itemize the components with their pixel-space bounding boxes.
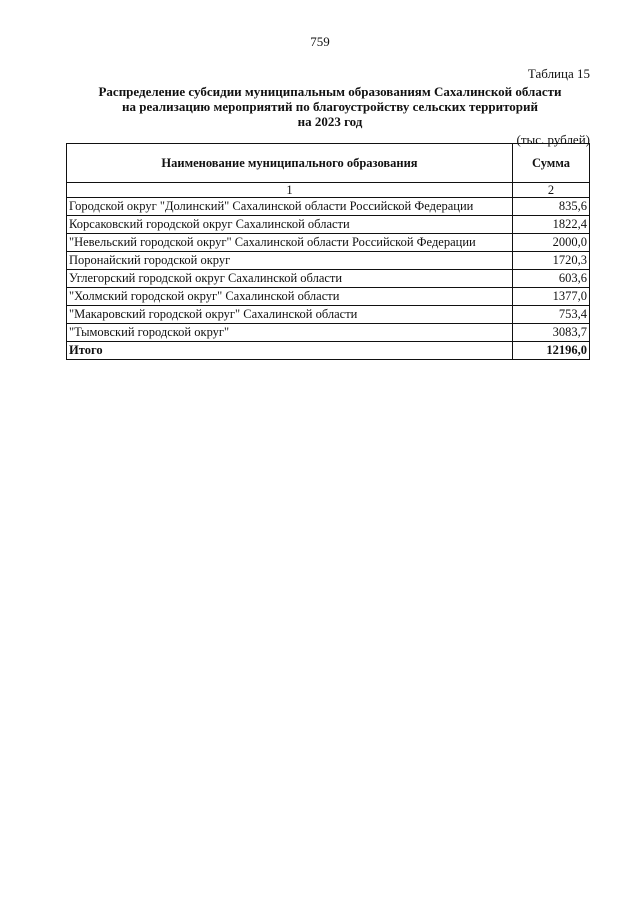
column-number-1: 1 xyxy=(67,183,513,198)
total-label: Итого xyxy=(67,342,513,360)
title-line-1: Распределение субсидии муниципальным образованиям Сахалинской области xyxy=(98,84,562,99)
table-row xyxy=(67,198,590,216)
total-sum: 12196,0 xyxy=(513,342,590,360)
page-number: 759 xyxy=(310,34,330,49)
table-row xyxy=(67,324,590,342)
row-sum: 753,4 xyxy=(513,306,590,324)
row-name: "Макаровский городской округ" Сахалинской области xyxy=(67,306,513,324)
row-name: Углегорский городской округ Сахалинской области xyxy=(67,270,513,288)
column-number-row xyxy=(67,183,590,198)
row-sum: 1720,3 xyxy=(513,252,590,270)
document-title xyxy=(90,84,570,129)
row-name: Корсаковский городской округ Сахалинской области xyxy=(67,216,513,234)
table-row xyxy=(67,288,590,306)
row-sum: 3083,7 xyxy=(513,324,590,342)
table-row xyxy=(67,270,590,288)
row-name: "Тымовский городской округ" xyxy=(67,324,513,342)
column-number-2: 2 xyxy=(513,183,590,198)
title-line-2: на реализацию мероприятий по благоустройству сельских территорий xyxy=(121,99,539,114)
units-label: (тыс. рублей) xyxy=(516,132,590,147)
row-sum: 1377,0 xyxy=(513,288,590,306)
row-name: "Холмский городской округ" Сахалинской области xyxy=(67,288,513,306)
row-sum: 1822,4 xyxy=(513,216,590,234)
row-sum: 835,6 xyxy=(513,198,590,216)
header-name: Наименование муниципального образования xyxy=(67,144,513,183)
table-row xyxy=(67,306,590,324)
row-name: Городской округ "Долинский" Сахалинской области Российской Федерации xyxy=(67,198,513,216)
total-row xyxy=(67,342,590,360)
row-sum: 2000,0 xyxy=(513,234,590,252)
row-sum: 603,6 xyxy=(513,270,590,288)
subsidy-table xyxy=(66,143,590,360)
header-sum: Сумма xyxy=(513,144,590,183)
table-row xyxy=(67,216,590,234)
title-line-3: на 2023 год xyxy=(297,114,363,129)
row-name: "Невельский городской округ" Сахалинской области Российской Федерации xyxy=(67,234,513,252)
row-name: Поронайский городской округ xyxy=(67,252,513,270)
table-row xyxy=(67,252,590,270)
table-row xyxy=(67,234,590,252)
table-label: Таблица 15 xyxy=(527,66,590,81)
table-header-row xyxy=(67,144,590,183)
